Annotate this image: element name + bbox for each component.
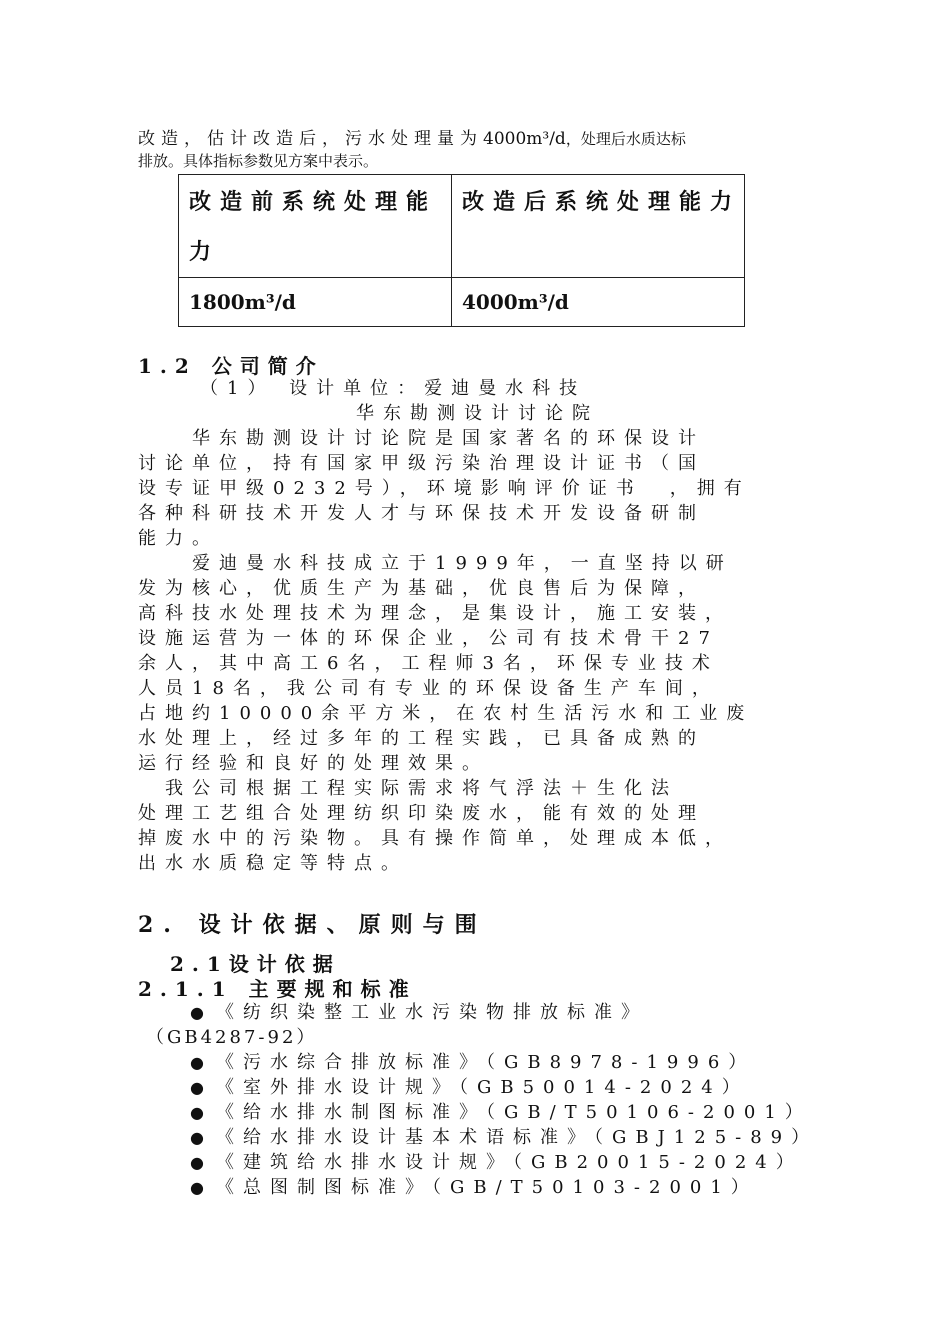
paragraph-line: 我公司根据工程实际需求将气浮法＋生化法 — [138, 778, 678, 799]
standard-title: 《给水排水设计基本术语标准》（GBJ125-89） — [215, 1127, 819, 1148]
bullet-icon: ● — [190, 1103, 204, 1122]
bullet-icon: ● — [190, 1078, 204, 1097]
capacity-value: 4000m³/d — [483, 129, 566, 149]
intro-text: 改造，估计改造后，污水处理量为 — [138, 129, 483, 149]
paragraph-line: 爱迪曼水科技成立于1999年，一直坚持以研 — [138, 553, 733, 574]
standard-title: 《纺织染整工业水污染物排放标准》 — [215, 1002, 648, 1023]
paragraph-line: 处理工艺组合处理纺织印染废水，能有效的处理 — [138, 803, 705, 824]
intro-tail: ，处理后水质达标 — [565, 130, 686, 148]
section-heading-2: 2. 设计依据、原则与围 — [138, 912, 487, 938]
section-heading-2-1-1: 2.1.1 主要规和标准 — [138, 977, 417, 1001]
standard-item — [190, 998, 648, 1024]
capacity-table — [178, 174, 745, 327]
table-row — [179, 278, 745, 327]
paragraph-line: 高科技水处理技术为理念，是集设计，施工安装， — [138, 603, 732, 624]
paragraph-line: 出水水质稳定等特点。 — [138, 853, 408, 874]
standard-title: 《室外排水设计规》（GB50014-2024） — [215, 1077, 749, 1098]
paragraph-line: 能力。 — [138, 528, 219, 549]
paragraph-line: 运行经验和良好的处理效果。 — [138, 753, 489, 774]
standard-title: 《总图制图标准》（GB/T50103-2001） — [215, 1177, 758, 1198]
standard-code: （GB4287-92） — [146, 1027, 318, 1048]
design-unit-label: （1） 设计单位：爱迪曼水科技 — [200, 378, 587, 399]
paragraph-line: 水处理上，经过多年的工程实践，已具备成熟的 — [138, 728, 705, 749]
paragraph-line: 华东勘测设计讨论院是国家著名的环保设计 — [138, 428, 705, 449]
standard-title: 《建筑给水排水设计规》（GB20015-2024） — [215, 1152, 803, 1173]
bullet-icon: ● — [190, 1003, 204, 1022]
paragraph-line: 各种科研技术开发人才与环保技术开发设备研制 — [138, 503, 705, 524]
bullet-icon: ● — [190, 1128, 204, 1147]
section-heading-2-1: 2.1设计依据 — [170, 952, 341, 976]
section-heading-1-2: 1.2 公司简介 — [138, 354, 324, 378]
header-before: 改造前系统处理能力 — [179, 175, 452, 278]
intro-line-1 — [138, 124, 858, 149]
paragraph-line: 余人，其中高工6名，工程师3名，环保专业技术 — [138, 653, 719, 674]
table-header-row — [179, 175, 745, 278]
standard-item — [190, 1173, 758, 1199]
standard-item — [190, 1048, 755, 1074]
header-after: 改造后系统处理能力 — [452, 175, 745, 278]
institute-name: 华东勘测设计讨论院 — [356, 403, 599, 424]
paragraph-line: 设施运营为一体的环保企业，公司有技术骨干27 — [138, 628, 719, 649]
standard-item — [190, 1148, 803, 1174]
paragraph-line: 人员18名，我公司有专业的环保设备生产车间， — [138, 678, 719, 699]
intro-line-2: 排放。具体指标参数见方案中表示。 — [138, 152, 379, 170]
bullet-icon: ● — [190, 1153, 204, 1172]
standard-item — [190, 1123, 818, 1149]
standard-item — [190, 1098, 812, 1124]
paragraph-line: 设专证甲级0232号），环境影响评价证书 ，拥有 — [138, 478, 751, 499]
paragraph-line: 发为核心，优质生产为基础，优良售后为保障， — [138, 578, 705, 599]
standard-item — [190, 1073, 749, 1099]
bullet-icon: ● — [190, 1178, 204, 1197]
value-after: 4000m³/d — [452, 278, 745, 327]
paragraph-line: 占地约10000余平方米，在农村生活污水和工业废 — [138, 703, 754, 724]
paragraph-line: 讨论单位，持有国家甲级污染治理设计证书（国 — [138, 453, 705, 474]
value-before: 1800m³/d — [179, 278, 452, 327]
standard-title: 《污水综合排放标准》（GB8978-1996） — [215, 1052, 756, 1073]
standard-title: 《给水排水制图标准》（GB/T50106-2001） — [215, 1102, 812, 1123]
paragraph-line: 掉废水中的污染物。具有操作简单，处理成本低， — [138, 828, 732, 849]
bullet-icon: ● — [190, 1053, 204, 1072]
